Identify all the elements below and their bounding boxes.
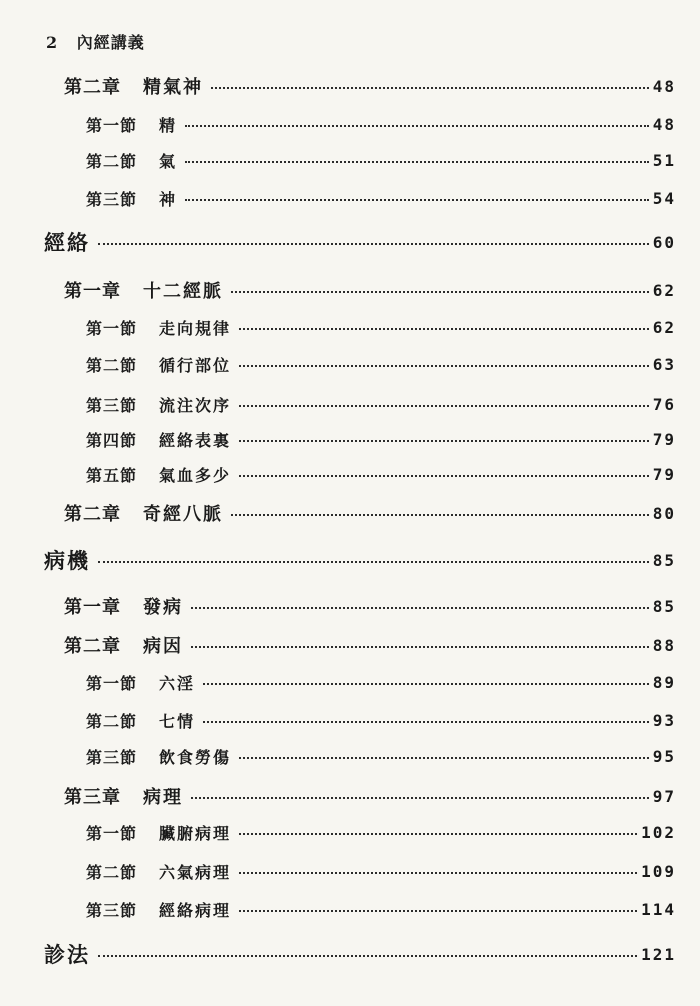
toc-entry-title: 六氣病理 [159, 862, 232, 882]
toc-entry-ordinal: 第一節 [86, 318, 138, 338]
toc-entry-label [86, 745, 231, 768]
toc-page-number: 102 [641, 822, 676, 842]
toc-page-number: 109 [641, 861, 676, 881]
dot-leader [98, 955, 637, 957]
toc-page-number: 79 [652, 464, 676, 484]
toc-entry-label [86, 463, 231, 486]
toc-entry-label [64, 500, 223, 526]
toc-entry-ordinal: 第一節 [86, 673, 138, 693]
toc-entry-label: 經絡 [44, 230, 90, 255]
toc-section-row [86, 313, 676, 341]
running-header [46, 30, 145, 53]
dot-leader [239, 833, 637, 835]
toc-section-row [86, 110, 676, 138]
toc-entry-title: 走向規律 [159, 318, 232, 338]
dot-leader [203, 683, 649, 685]
toc-entry-ordinal: 第四節 [86, 430, 138, 450]
toc-entry-label [64, 73, 203, 99]
toc-entry-ordinal: 第二章 [64, 504, 121, 525]
toc-entry-ordinal: 第五節 [86, 465, 138, 485]
toc-entry-title: 飲食勞傷 [159, 747, 232, 767]
toc-section-row [86, 425, 676, 453]
dot-leader [191, 797, 649, 799]
dot-leader [98, 561, 649, 563]
toc-page-number: 62 [652, 317, 676, 337]
toc-page-number: 79 [652, 429, 676, 449]
toc-entry-ordinal: 第三章 [64, 787, 121, 808]
toc-section-row [86, 857, 676, 885]
toc-entry-ordinal: 第三節 [86, 747, 138, 767]
toc-entry-title: 氣血多少 [159, 465, 232, 485]
toc-entry-label [86, 113, 177, 136]
toc-entry-ordinal: 第二節 [86, 711, 138, 731]
toc-page-number: 97 [652, 786, 676, 806]
toc-page-number: 89 [652, 672, 676, 692]
toc-page-number: 80 [652, 503, 676, 523]
dot-leader [239, 475, 649, 477]
toc-section-row [86, 460, 676, 488]
toc-entry-ordinal: 第二節 [86, 862, 138, 882]
toc-part-row [44, 228, 676, 256]
header-book-title: 內經講義 [76, 33, 145, 52]
dot-leader [239, 872, 637, 874]
toc-entry-title: 病理 [143, 787, 183, 808]
toc-entry-ordinal: 第一節 [86, 823, 138, 843]
dot-leader [239, 365, 649, 367]
toc-entry-label [86, 316, 231, 339]
toc-page-number: 114 [641, 899, 676, 919]
toc-entry-title: 氣 [159, 151, 178, 171]
toc-entry-label [86, 149, 177, 172]
dot-leader [98, 243, 649, 245]
toc-entry-title: 神 [159, 189, 178, 209]
toc-entry-title: 十二經脈 [143, 281, 223, 302]
dot-leader [231, 514, 649, 516]
toc-section-row [86, 818, 676, 846]
dot-leader [191, 607, 649, 609]
toc-entry-ordinal: 第二節 [86, 151, 138, 171]
toc-section-row [86, 390, 676, 418]
dot-leader [203, 721, 649, 723]
dot-leader [185, 199, 649, 201]
toc-entry-ordinal: 第三節 [86, 900, 138, 920]
toc-entry-label: 病機 [44, 548, 90, 573]
toc-entry-label [86, 860, 231, 883]
toc-entry-title: 病因 [143, 636, 183, 657]
toc-page-number: 48 [652, 114, 676, 134]
toc-page-number: 85 [652, 550, 676, 570]
toc-section-row [86, 668, 676, 696]
toc-entry-label [64, 593, 183, 619]
toc-section-row [86, 742, 676, 770]
toc-entry-label [64, 783, 183, 809]
toc-entry-title: 經絡表裏 [159, 430, 232, 450]
toc-entry-title: 循行部位 [159, 355, 232, 375]
dot-leader [185, 125, 649, 127]
toc-page-number: 76 [652, 394, 676, 414]
toc-page-number: 51 [652, 150, 676, 170]
toc-entry-ordinal: 第一節 [86, 115, 138, 135]
toc-page-number: 60 [652, 232, 676, 252]
toc-entry-title: 精氣神 [143, 77, 203, 98]
toc-entry-ordinal: 第一章 [64, 597, 121, 618]
toc-entry-label [86, 671, 195, 694]
toc-entry-label [86, 428, 231, 451]
dot-leader [239, 328, 649, 330]
toc-section-row [86, 350, 676, 378]
toc-chapter-row [64, 782, 676, 810]
toc-entry-ordinal: 第一章 [64, 281, 121, 302]
dot-leader [211, 87, 649, 89]
toc-entry-title: 奇經八脈 [143, 504, 223, 525]
toc-chapter-row [64, 592, 676, 620]
toc-entry-title: 六淫 [159, 673, 196, 693]
toc-part-row [44, 940, 676, 968]
toc-entry-label [86, 709, 195, 732]
toc-page-number: 88 [652, 635, 676, 655]
toc-chapter-row [64, 72, 676, 100]
toc-page-number: 63 [652, 354, 676, 374]
toc-page-number: 121 [641, 944, 676, 964]
toc-chapter-row [64, 276, 676, 304]
toc-entry-label [86, 821, 231, 844]
toc-page-number: 95 [652, 746, 676, 766]
toc-page-number: 48 [652, 76, 676, 96]
toc-page-number: 54 [652, 188, 676, 208]
toc-entry-label [64, 632, 183, 658]
toc-entry-ordinal: 第二章 [64, 636, 121, 657]
toc-section-row [86, 706, 676, 734]
header-page-number: 2 [46, 33, 59, 52]
toc-section-row [86, 184, 676, 212]
toc-page-number: 62 [652, 280, 676, 300]
dot-leader [239, 440, 649, 442]
toc-entry-label [86, 353, 231, 376]
dot-leader [239, 910, 637, 912]
toc-page-number: 85 [652, 596, 676, 616]
toc-entry-ordinal: 第三節 [86, 395, 138, 415]
toc-part-row [44, 546, 676, 574]
dot-leader [191, 646, 649, 648]
toc-entry-title: 發病 [143, 597, 183, 618]
toc-entry-title: 臟腑病理 [159, 823, 232, 843]
toc-entry-title: 經絡病理 [159, 900, 232, 920]
toc-entry-ordinal: 第三節 [86, 189, 138, 209]
toc-entry-label [64, 277, 223, 303]
toc-section-row [86, 146, 676, 174]
toc-entry-label [86, 187, 177, 210]
toc-entry-label: 診法 [44, 942, 90, 967]
toc-entry-label [86, 393, 231, 416]
dot-leader [239, 757, 649, 759]
toc-chapter-row [64, 499, 676, 527]
toc-entry-title: 精 [159, 115, 178, 135]
dot-leader [231, 291, 649, 293]
toc-entry-ordinal: 第二節 [86, 355, 138, 375]
toc-entry-title: 七情 [159, 711, 196, 731]
toc-entry-title: 流注次序 [159, 395, 232, 415]
toc-entry-label [86, 898, 231, 921]
dot-leader [239, 405, 649, 407]
toc-chapter-row [64, 631, 676, 659]
toc-section-row [86, 895, 676, 923]
toc-page-number: 93 [652, 710, 676, 730]
toc-entry-ordinal: 第二章 [64, 77, 121, 98]
dot-leader [185, 161, 649, 163]
